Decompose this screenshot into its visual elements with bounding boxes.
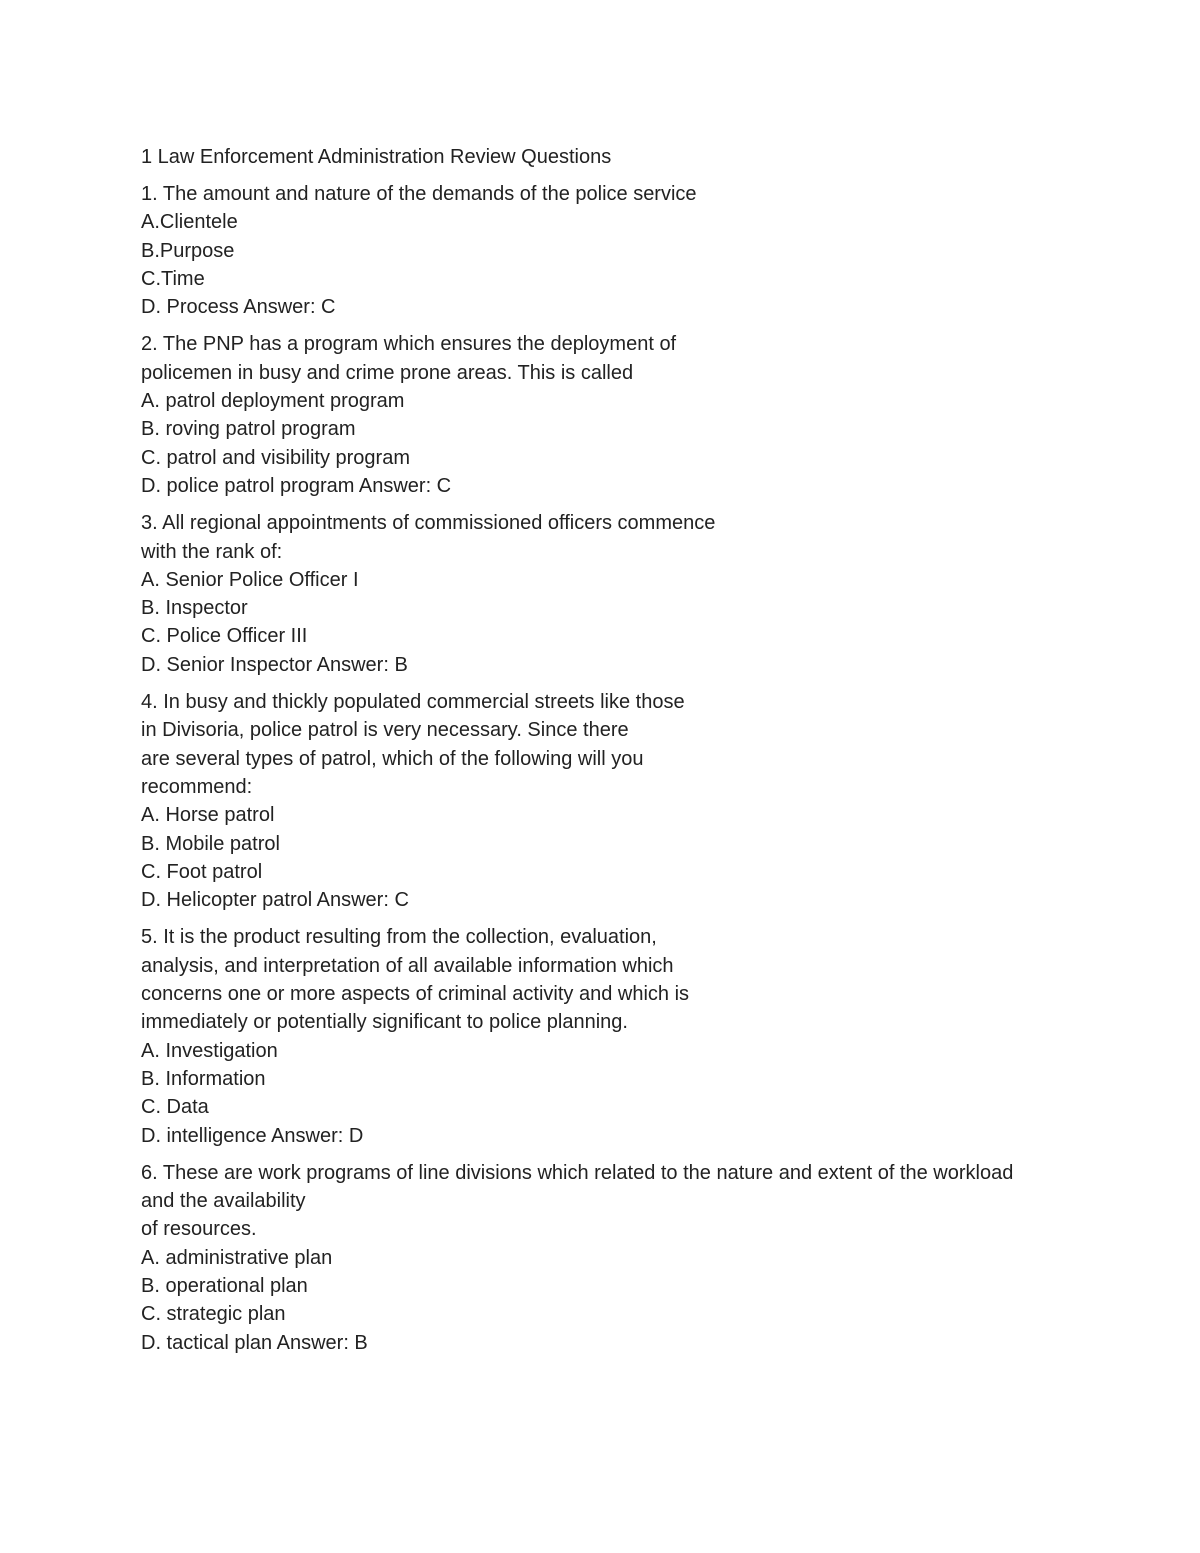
option-c: C. patrol and visibility program [141, 446, 410, 469]
question-text: are several types of patrol, which of the following will you [141, 747, 644, 770]
question-text: 2. The PNP has a program which ensures the deployment of [141, 333, 677, 356]
option-b: B. Inspector [141, 597, 248, 620]
option-b: B. Information [141, 1067, 266, 1090]
option-b: B. operational plan [141, 1274, 308, 1297]
option-d-answer: D. Helicopter patrol Answer: C [141, 889, 409, 912]
question-text: recommend: [141, 775, 253, 798]
question-text: policemen in busy and crime prone areas. This is called [141, 361, 634, 384]
option-c: C. Foot patrol [141, 860, 263, 883]
document-title: 1 Law Enforcement Administration Review Questions [141, 146, 612, 168]
question-text: 3. All regional appointments of commissioned officers commence [141, 512, 716, 535]
option-d-answer: D. tactical plan Answer: B [141, 1331, 368, 1354]
option-a: A. Horse patrol [141, 804, 275, 827]
option-c: C. strategic plan [141, 1303, 286, 1326]
option-a: A. patrol deployment program [141, 390, 405, 413]
question-text: 6. These are work programs of line divisions which related to the nature and extent of the workload [141, 1161, 1014, 1184]
question-text: in Divisoria, police patrol is very necessary. Since there [141, 719, 629, 742]
question-text: 1. The amount and nature of the demands of the police service [141, 183, 697, 205]
option-b: B. Mobile patrol [141, 832, 280, 855]
option-a: A. administrative plan [141, 1246, 333, 1269]
option-c: C. Police Officer III [141, 625, 308, 648]
question-1 [141, 180, 1101, 321]
question-text: concerns one or more aspects of criminal activity and which is [141, 983, 690, 1006]
option-b: B. roving patrol program [141, 418, 356, 441]
question-text: 5. It is the product resulting from the collection, evaluation, [141, 926, 657, 949]
option-a: A. Senior Police Officer I [141, 568, 359, 591]
question-4 [141, 688, 1101, 914]
document-page [141, 143, 1101, 1366]
question-3 [141, 509, 1101, 679]
question-text: immediately or potentially significant to police planning. [141, 1011, 628, 1034]
question-text: analysis, and interpretation of all available information which [141, 954, 674, 977]
question-5 [141, 923, 1101, 1149]
option-d-answer: D. Senior Inspector Answer: B [141, 653, 408, 676]
question-6 [141, 1159, 1101, 1357]
option-a: A. Investigation [141, 1039, 278, 1062]
option-d-answer: D. intelligence Answer: D [141, 1124, 364, 1147]
option-d-answer: D. police patrol program Answer: C [141, 474, 452, 497]
option-d-answer: D. Process Answer: C [141, 296, 336, 319]
option-b: B.Purpose [141, 239, 235, 262]
option-c: C. Data [141, 1096, 209, 1119]
question-text: and the availability [141, 1190, 306, 1213]
question-2 [141, 330, 1101, 500]
option-c: C.Time [141, 267, 205, 290]
question-text: of resources. [141, 1218, 257, 1241]
question-text: 4. In busy and thickly populated commercial streets like those [141, 691, 685, 714]
option-a: A.Clientele [141, 211, 238, 234]
question-text: with the rank of: [141, 540, 283, 563]
